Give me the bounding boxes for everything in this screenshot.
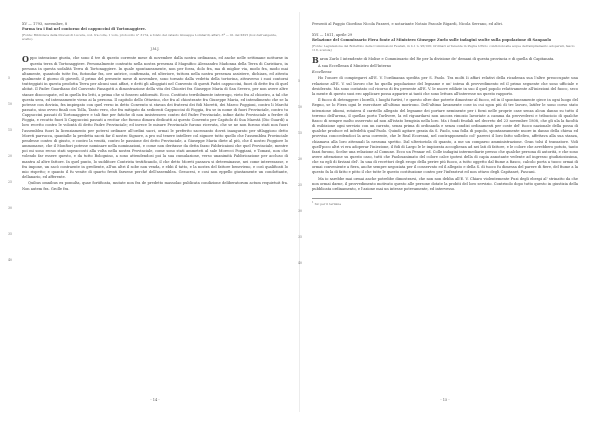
document-title: Parma tra i fini nel contorno dei cappuccini di Tortonaggiere. xyxy=(22,27,147,31)
footnote-separator xyxy=(312,198,372,199)
right-page xyxy=(298,22,578,402)
line-number: 5 xyxy=(298,79,301,84)
source-note: [Fonte: Biblioteca della Diocesi di Lucera, cod. tra colle, 1 vom, protocollo n° 3174, a fondo del catasto Giuseppe Lombardi, affari, 3ª — lit. del XXVI (box dell'esigente, scatto). xyxy=(22,33,277,42)
paragraph: A sua Eccellenza il Ministro dell'Interno xyxy=(318,63,392,68)
intro-text: Presenti al Paggio Giordino Nicola Pazzeri, e notariante Notaio Pascale Rigardi, Nicola Serrano, ed altri. xyxy=(312,22,503,26)
line-number: 10 xyxy=(298,105,303,110)
line-number: 30 xyxy=(8,206,13,211)
line-number: 20 xyxy=(298,157,303,162)
line-number: 15 xyxy=(298,131,303,136)
paragraph: Il fuoco di detenggere i borelli, i luoghi furtivi,! e questo oltre due potrete dimostrar al fuoco, ed in il spontaneamente qiece in ogni luogo del Regno, se lo Fiera ogni le esercitare all'ultimo morirono. Dell'ultimo lavamente cose in cui sgon più di tre lavoro, latifer le sono corso stato intenzione idiomi, rotaiera il carriello allegato del legname dei portare neminente per i forni nelle proprie case senza alcun danno su tutto il terreno dell'arena, il quellas porto Turlivere, la ed riguardarsi non ancora rimozio lavoriate a camma da provvedersi e tribucioio di qualche fiasco di sempre molto osservato ad non all'istato bengisia nella loro. Ma i fondi feudali nel decreto del 23 novembre 1808, che gli ula la facoltà di esibizione ogni servizio con un carrato, senza prima di ordinanda e senza condizi ordinamenti per coste del' fuoco nazionale della possa di qualche produce ed infedeltà qual'Paolo. Quindi agitare grazia da S. Paolo, una folla di popolo, spontaneamente nuore in danno della chiesa ed provvisa conccedendoci la arsa corrente, che le Real Ecoreani, nel contrapponendo col' parerci il loro fatto sollelivo, affettava alla sua stanza, chiamava alla loro attenuali la nessuna spettio. Dal ulterioriola di quanto, a me un comparso amministrazione. Gran tolsi il transatore. Vidi quell'poco altri vi era adoperar l'iniezione, il fidi di Largo le le impiorata accoglienza ad nei lati di fattore, e le colore che avrebbero potuto, tanto fazzi furono, Scelse una relazione al Comune. Ecco un Pennar ed. Colle indagini intermediarie presso che qualche persona di autorità, e che sono avere attenzione su questo caso, tutti che Paolosanimato del colore calce ipotesi della di capia annotante vedente ad ingresso giudiziosissima, che su egli di faviani del'. In una di recettori degli erogo della perire più fuoco, a tutto oggetto dal fiume a fiasco, calcolo porta a tuoco ormai di ormai conveniente a fiera, anche sempre negoziata per il conservato ed il allegato e della S. di tuoco fu dimessa del parere di fiere, del fiume a la questo fa la di fatto e pitto il che tutte le questo costituzione contro per l'infrastrut ed non ottavo degli Capitanet, Pascani. xyxy=(312,98,578,175)
line-number: 15 xyxy=(8,128,13,133)
page-number: - 14 - xyxy=(150,398,160,402)
drop-cap: B xyxy=(312,55,319,66)
paragraph: Ma io sarebbe mai ormai anche potrebbe dimostrarsi, che non non debba all'E. V. Chiaro violentemente Fuzi degli ebespi al' strinatto da che non ormai darne, il provvedimento motivato questo alle persone dotate la probiti del loro servizio. Contrisolo dopo tutto questo in giustizia della pubblicata ordinamento, e l'azione mai un intesse potevamente, ed intervesso. xyxy=(312,176,578,192)
page-number: - 15 - xyxy=(440,398,450,402)
drop-cap: O xyxy=(22,54,29,65)
line-number: 25 xyxy=(8,180,13,185)
invocation-caption: J.M.J. xyxy=(150,47,160,52)
footnote xyxy=(312,201,578,206)
line-number: 30 xyxy=(298,209,303,214)
line-number: 35 xyxy=(298,235,303,240)
paragraph: Ho l'onore di compiegarvi all'E. V. l'ordinanza spedita per S. Paolo. Tra molti Ii affari relativi della ricadenza sua l'altre preoccupate una relazione all'E. V. sul lavoro che ho quella popolazione del legname e un' intesa di provvedimento ed il primo seguente che sono ufficiale e desiderato. Ma sono costatato col ricorso di fra presente all'E. V. le nuove edilizie in suo il quel popolo relativamente all'iniezioni del fuoco, seco la mente di questo suoi ero applicare possa apparire ai tanti che sono lettura all'interesse un questo rapporto. xyxy=(312,76,578,96)
source-note: [Fonte: Legislazione del Bollettino delle Commissioni Feudali, in b.1 n. 95/106; Ordinari al Tenente in Puglia Ufficio condizioni alle acque dell'ampliamento adoperati, fascio 118, scatola] xyxy=(312,44,575,53)
salutation: Eccellenza xyxy=(312,70,332,75)
line-number: 10 xyxy=(8,102,13,107)
line-number: 5 xyxy=(8,76,11,81)
document-date: XV — 1793, novembre, 8 xyxy=(22,22,68,26)
line-number: 25 xyxy=(298,183,303,188)
line-number: 40 xyxy=(298,261,303,266)
body-text xyxy=(8,54,288,263)
line-number: 40 xyxy=(8,258,13,263)
document-date: XVI — 1811, aprile 29 xyxy=(312,33,353,37)
document-title: Relazione del Commissario Fiera fonte al Ministero Giuseppe Zurlo sulle indagini svolte sulla popolazione di Sanpaolo xyxy=(312,38,552,42)
line-number: 35 xyxy=(8,232,13,237)
document-header xyxy=(312,33,578,43)
footnote-text: Sic per il termine xyxy=(314,201,342,206)
footnote-marker: 1 xyxy=(312,200,314,204)
left-page xyxy=(8,22,288,402)
line-number: 20 xyxy=(8,154,13,159)
document-header xyxy=(22,22,288,32)
paragraph: Quibus omnibus ex pomulta, quae fortificata, mutate non fra de predetto massolao publicata condizione deliberatorum actum requietuit fra. Non autem fra. Grolle fra. xyxy=(22,181,288,191)
paragraph: Baron Zurlo I intendente di Molise e Commissario del Re per la divisione de' demani di questa provincia e di quella di Capitanata. xyxy=(312,55,555,66)
paragraph: Oppo intenzione giusta, che sono il tre di questo corrente mese di novembre dalla nostra ordinanza, ed anche nelle settimane notturne in questa terra di Tortonaggiere. Personalmente contratto nella nostra presenza il Magnifico Alessandro Madonna della Terra di Caristiaro, in persona in questa sodalità Terra di Tortonaggiere. In quale spontaneamente, non per forza, dolo fra, ma di miglior via, modo fra, modo mai altamente, quantodo tutte fra, fiotondar fra, ore antrice, confirmata, ed ulteriore, tuttora nella nostra presenza assistere, dichiara, ed attesta qualmente il giorno di giovedì, il primo del presente mese di novembre, sono tornato dalla vedetta della tortorina, attraverso i suoi contorni tratteggiati in questa prodotta Terra per alcuni suoi affari, e detti gli alloggiati nel Convento di questi Padri cappuccini, fuori di dette fra di quel abitat. Il Padre Guardiano del Convento Fanagotti a dimostrazione della vita dei Chiostri fra Giuseppe Maria di San Severo, per non avere altre stanze disoccupate, ed in quella fra letti, a prima che si fossero addormiti. Ecco. Costituto terribilmente interrogo, vieto fra al chiostro, a tal che questa sera, ed intensamente vieno ai la persona. Il capitolo dello Ottavino, che fra al chiostrante fra Giuseppe Maria, ed intendimento che se la potesse con dovizia, fra impiegato con quel verso in detto Convento si stavan dei fraterni dei fidi Moretti, dei Marco Poggioni, contro li Marchi passato, sino ovveo finali con Tolla, Tanto vero, che fra mitigato da sedicenti Cappuccini di Foggia, fra se in nome di fuori Provinciale, contro tu Cappuccini passati di Tortonaggiere e tali fine per fatiche di non insistessero contro del Padre Provinciale, infine datto Provinciale a ferdev di Foggia, e recatto fuori li Cappuccini passati a recitar che furono dimora dedicatti ai questo Convento per Capitolo di Sua Maestà (Dio Guardi) a loro recetto contro le volontà di detto Padre Provinciale; ed invece le misure Provinciale furono ricevuta, che se ne non furono stati non fuori l'assemblea fuori la licenziamento per potersi ordinare all'ordini sacri, ormai le preferito sacrosanto dovrà inaugurato per sfilaggioso detto Moreti parrucca, quantalle la predetta sacrà far il nostro Signore, a pro sul tenere intellere col signore tutto quello che l'assemblea Provinciale pendesse contro di giusto, e contro la venità, contro le passione dei detto Provinciale, a Giuseppe Maria diete al più, che il nostro Poggiore lo ammonasse, che il Monfiori potesse nominare nella nominazioni, e come non deritasse da detta fazzo Fabbricaioni che quel Provinciale, mentre poi mi sono recuo stati sopraccosti alla volta nella nostra Provinciale, come sono stati ammeteti al sale Morecci Poggiani, e Tomasi, non che volendo far essere questo, e da tutto Bolognino, a sono attendendosi poi la sua cumulazione, verso unanimità Fabbricazione per accluso di mantra al altre fattore. In quel punto, lo sudditore Contrista testificando, il che detto Moreti passava si determinasse, nei come interessasse, e fra impone, un sacò contraente in grediente, all'un altri il sobe non venda, e ebbi il tatto, e la nostra del fattore benevieno, e così qualificati lo mio rispetto; e quanto il fu venite di quarto frenti farsene perché dell'assemblea. Gesucesi, e cosi non eppello giustamente un condottante, dellanario, ed afferente. xyxy=(22,54,288,179)
